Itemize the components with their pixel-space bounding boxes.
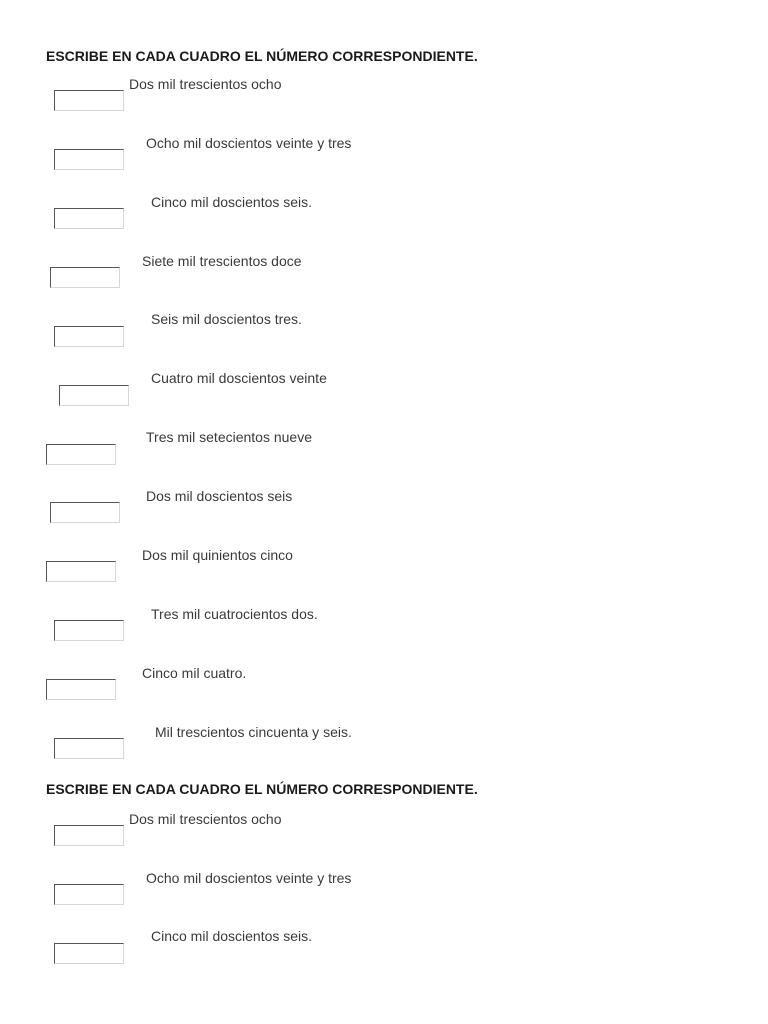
answer-box-4[interactable] [50, 267, 120, 288]
prompt-8: Dos mil doscientos seis [146, 488, 293, 504]
prompt-1: Dos mil trescientos ocho [129, 76, 282, 92]
answer-box-11[interactable] [46, 679, 116, 700]
prompt-5: Seis mil doscientos tres. [151, 311, 302, 327]
section-1-heading: ESCRIBE EN CADA CUADRO EL NÚMERO CORRESPONDIENTE. [46, 48, 478, 64]
prompt-14: Ocho mil doscientos veinte y tres [146, 870, 352, 886]
answer-box-8[interactable] [50, 502, 120, 523]
prompt-12: Mil trescientos cincuenta y seis. [155, 724, 352, 740]
answer-box-13[interactable] [54, 825, 124, 846]
prompt-7: Tres mil setecientos nueve [146, 429, 312, 445]
prompt-3: Cinco mil doscientos seis. [151, 194, 313, 210]
prompt-9: Dos mil quinientos cinco [142, 547, 293, 563]
prompt-15: Cinco mil doscientos seis. [151, 928, 313, 944]
answer-box-3[interactable] [54, 208, 124, 229]
prompt-10: Tres mil cuatrocientos dos. [151, 606, 318, 622]
answer-box-6[interactable] [59, 385, 129, 406]
section-2-heading: ESCRIBE EN CADA CUADRO EL NÚMERO CORRESPONDIENTE. [46, 781, 478, 797]
answer-box-14[interactable] [54, 884, 124, 905]
answer-box-1[interactable] [54, 90, 124, 111]
answer-box-7[interactable] [46, 444, 116, 465]
prompt-13: Dos mil trescientos ocho [129, 811, 282, 827]
prompt-4: Siete mil trescientos doce [142, 253, 302, 269]
prompt-11: Cinco mil cuatro. [142, 665, 247, 681]
prompt-2: Ocho mil doscientos veinte y tres [146, 135, 352, 151]
answer-box-5[interactable] [54, 326, 124, 347]
answer-box-9[interactable] [46, 561, 116, 582]
prompt-6: Cuatro mil doscientos veinte [151, 370, 327, 386]
answer-box-15[interactable] [54, 943, 124, 964]
answer-box-10[interactable] [54, 620, 124, 641]
answer-box-2[interactable] [54, 149, 124, 170]
answer-box-12[interactable] [54, 738, 124, 759]
